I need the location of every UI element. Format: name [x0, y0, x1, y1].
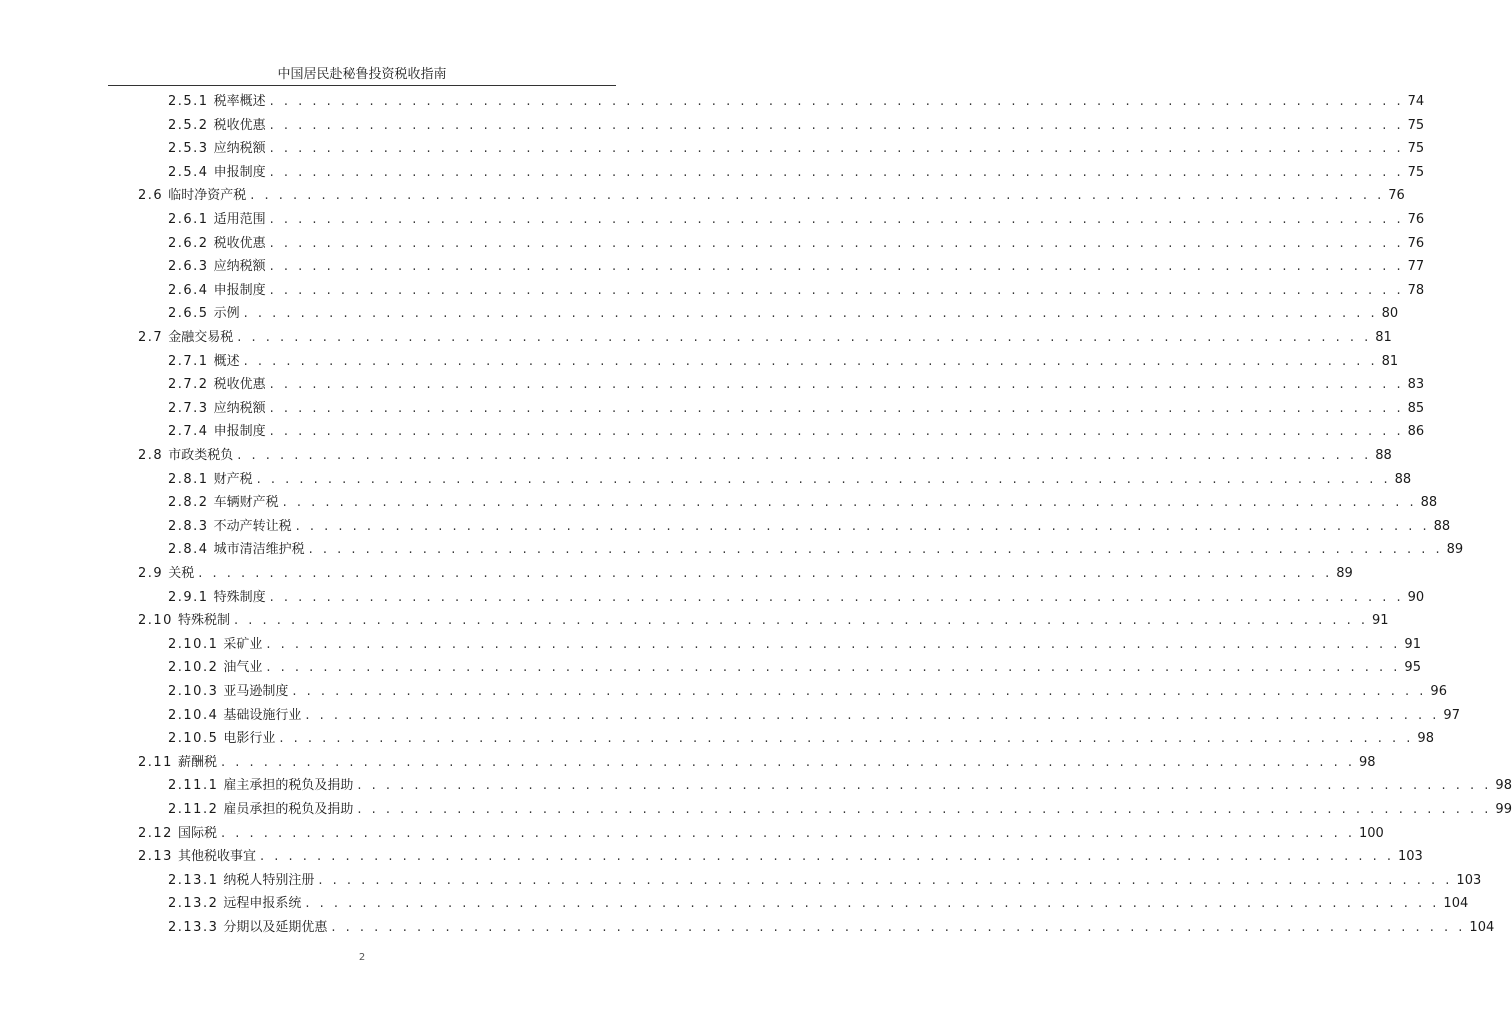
toc-entry-page: 83 [1407, 377, 1425, 393]
toc-entry[interactable] [168, 888, 1469, 912]
toc-entry[interactable] [168, 676, 1447, 699]
toc-entry-title: 申报制度 [213, 164, 266, 180]
toc-entry-page: 90 [1407, 589, 1425, 605]
toc-entry-title: 国际税 [177, 825, 217, 841]
toc-leader-dots: . . . . . . . . . . . . . . . . . . . . . . . . . . . . . . . . . . . . . . . . . . . . . . . . . . . . . . . . . . . . . . . . . . . . . . . . . . . . . . . . [256, 471, 1391, 487]
toc-entry-title: 概述 [213, 353, 240, 369]
toc-entry-title: 申报制度 [213, 282, 266, 298]
toc-entry-page: 74 [1407, 94, 1425, 109]
toc-leader-dots: . . . . . . . . . . . . . . . . . . . . . . . . . . . . . . . . . . . . . . . . . . . . . . . . . . . . . . . . . . . . . . . . . . . . . . . . . . . . . . . . [269, 117, 1404, 133]
toc-entry[interactable] [168, 794, 1512, 817]
toc-entry-page: 76 [1407, 235, 1425, 251]
toc-leader-dots: . . . . . . . . . . . . . . . . . . . . . . . . . . . . . . . . . . . . . . . . . . . . . . . . . . . . . . . . . . . . . . . . . . . . . . . . . . . . . . . . [266, 660, 1401, 676]
toc-entry-number: 2.13.3 [168, 920, 219, 935]
toc-entry[interactable] [138, 747, 1376, 770]
toc-leader-dots: . . . . . . . . . . . . . . . . . . . . . . . . . . . . . . . . . . . . . . . . . . . . . . . . . . . . . . . . . . . . . . . . . . . . . . . . . . . . . . . . [308, 542, 1443, 558]
toc-entry-number: 2.11.2 [168, 802, 219, 817]
toc-entry-title: 车辆财产税 [213, 495, 279, 511]
toc-entry[interactable] [168, 393, 1425, 416]
toc-entry-title: 基础设施行业 [223, 707, 302, 723]
toc-entry-title: 特殊税制 [177, 613, 230, 629]
toc-entry-title: 雇员承担的税负及捐助 [223, 802, 354, 817]
toc-leader-dots: . . . . . . . . . . . . . . . . . . . . . . . . . . . . . . . . . . . . . . . . . . . . . . . . . . . . . . . . . . . . . . . . . . . . . . . . . . . . . . . . [269, 282, 1404, 298]
toc-entry-page: 88 [1420, 495, 1438, 511]
toc-entry-title: 远程申报系统 [223, 896, 302, 912]
toc-leader-dots: . . . . . . . . . . . . . . . . . . . . . . . . . . . . . . . . . . . . . . . . . . . . . . . . . . . . . . . . . . . . . . . . . . . . . . . . . . . . . . . . [331, 920, 1466, 935]
toc-entry-page: 99 [1495, 802, 1512, 817]
toc-entry-number: 2.13 [138, 849, 173, 865]
toc-entry[interactable] [168, 275, 1425, 298]
toc-leader-dots: . . . . . . . . . . . . . . . . . . . . . . . . . . . . . . . . . . . . . . . . . . . . . . . . . . . . . . . . . . . . . . . . . . . . . . . . . . . . . . . . [269, 235, 1404, 251]
toc-entry-number: 2.5.3 [168, 141, 209, 157]
toc-leader-dots: . . . . . . . . . . . . . . . . . . . . . . . . . . . . . . . . . . . . . . . . . . . . . . . . . . . . . . . . . . . . . . . . . . . . . . . . . . . . . . . . [357, 802, 1492, 817]
toc-entry-page: 98 [1359, 754, 1376, 770]
toc-leader-dots: . . . . . . . . . . . . . . . . . . . . . . . . . . . . . . . . . . . . . . . . . . . . . . . . . . . . . . . . . . . . . . . . . . . . . . . . . . . . . . . . [198, 566, 1333, 581]
toc-entry-number: 2.12 [138, 825, 173, 841]
toc-entry-number: 2.5.1 [168, 94, 209, 109]
toc-entry-page: 91 [1404, 636, 1421, 652]
toc-leader-dots: . . . . . . . . . . . . . . . . . . . . . . . . . . . . . . . . . . . . . . . . . . . . . . . . . . . . . . . . . . . . . . . . . . . . . . . . . . . . . . . . [292, 684, 1427, 699]
toc-entry[interactable] [168, 86, 1425, 109]
toc-entry-page: 103 [1398, 849, 1423, 865]
toc-entry-title: 分期以及延期优惠 [223, 920, 328, 935]
toc-entry-title: 亚马逊制度 [223, 684, 289, 699]
toc-entry-title: 其他税收事宜 [177, 849, 256, 865]
toc-entry-title: 财产税 [213, 471, 253, 487]
toc-leader-dots: . . . . . . . . . . . . . . . . . . . . . . . . . . . . . . . . . . . . . . . . . . . . . . . . . . . . . . . . . . . . . . . . . . . . . . . . . . . . . . . . [269, 589, 1404, 605]
toc-entry-number: 2.5.2 [168, 117, 209, 133]
toc-entry-number: 2.8.3 [168, 518, 209, 534]
toc-entry-page: 104 [1469, 920, 1495, 935]
toc-entry-number: 2.7.2 [168, 377, 209, 393]
toc-entry-number: 2.7.3 [168, 400, 209, 416]
toc-entry-number: 2.11 [138, 754, 173, 770]
toc-entry-title: 适用范围 [213, 212, 266, 227]
toc-entry-number: 2.6.1 [168, 212, 209, 227]
toc-entry-page: 103 [1456, 872, 1482, 888]
toc-entry-page: 89 [1446, 542, 1464, 558]
toc-entry-number: 2.5.4 [168, 164, 209, 180]
toc-entry-title: 应纳税额 [213, 141, 266, 157]
toc-leader-dots: . . . . . . . . . . . . . . . . . . . . . . . . . . . . . . . . . . . . . . . . . . . . . . . . . . . . . . . . . . . . . . . . . . . . . . . . . . . . . . . . [266, 636, 1401, 652]
toc-entry-page: 78 [1407, 282, 1425, 298]
toc-leader-dots: . . . . . . . . . . . . . . . . . . . . . . . . . . . . . . . . . . . . . . . . . . . . . . . . . . . . . . . . . . . . . . . . . . . . . . . . . . . . . . . . [269, 164, 1404, 180]
toc-entry[interactable] [168, 369, 1425, 393]
toc-entry[interactable] [168, 228, 1425, 251]
toc-entry-title: 税收优惠 [213, 235, 266, 251]
toc-entry-page: 88 [1375, 448, 1392, 463]
toc-leader-dots: . . . . . . . . . . . . . . . . . . . . . . . . . . . . . . . . . . . . . . . . . . . . . . . . . . . . . . . . . . . . . . . . . . . . . . . . . . . . . . . . [357, 778, 1492, 794]
toc-entry-number: 2.6.4 [168, 282, 209, 298]
toc-entry-title: 不动产转让税 [213, 518, 292, 534]
toc-entry-title: 纳税人特别注册 [223, 872, 315, 888]
toc-entry-number: 2.8.4 [168, 542, 209, 558]
toc-entry-number: 2.13.1 [168, 872, 219, 888]
toc-entry[interactable] [138, 322, 1392, 345]
toc-entry[interactable] [168, 770, 1512, 794]
toc-entry-page: 88 [1394, 471, 1412, 487]
toc-entry-title: 临时净资产税 [168, 188, 247, 204]
toc-entry-number: 2.7 [138, 330, 164, 345]
toc-entry-title: 采矿业 [223, 636, 263, 652]
toc-entry[interactable] [168, 511, 1451, 534]
toc-entry-number: 2.6.2 [168, 235, 209, 251]
toc-entry-page: 85 [1407, 400, 1425, 416]
toc-entry[interactable] [168, 700, 1460, 723]
toc-entry-title: 薪酬税 [177, 754, 217, 770]
toc-entry[interactable] [168, 110, 1425, 133]
page-number: 2 [358, 952, 366, 963]
toc-entry-page: 104 [1443, 896, 1469, 912]
toc-entry-number: 2.9.1 [168, 589, 209, 605]
toc-entry-number: 2.6.3 [168, 259, 209, 275]
toc-entry[interactable] [168, 204, 1425, 227]
toc-entry-title: 金融交易税 [168, 330, 234, 345]
toc-entry[interactable] [168, 298, 1399, 322]
toc-entry-page: 75 [1407, 164, 1425, 180]
toc-leader-dots: . . . . . . . . . . . . . . . . . . . . . . . . . . . . . . . . . . . . . . . . . . . . . . . . . . . . . . . . . . . . . . . . . . . . . . . . . . . . . . . . [220, 754, 1356, 770]
toc-entry[interactable] [168, 487, 1438, 511]
toc-leader-dots: . . . . . . . . . . . . . . . . . . . . . . . . . . . . . . . . . . . . . . . . . . . . . . . . . . . . . . . . . . . . . . . . . . . . . . . . . . . . . . . . [243, 306, 1378, 322]
toc-entry-number: 2.10.2 [168, 660, 219, 676]
toc-entry-title: 特殊制度 [213, 589, 266, 605]
toc-entry[interactable] [168, 133, 1425, 157]
toc-entry-page: 80 [1381, 306, 1399, 322]
toc-entry-number: 2.8.2 [168, 495, 209, 511]
toc-entry-title: 税收优惠 [213, 377, 266, 393]
toc-leader-dots: . . . . . . . . . . . . . . . . . . . . . . . . . . . . . . . . . . . . . . . . . . . . . . . . . . . . . . . . . . . . . . . . . . . . . . . . . . . . . . . . [282, 495, 1417, 511]
running-header: 中国居民赴秘鲁投资税收指南 [108, 68, 616, 86]
toc-entry-page: 76 [1388, 188, 1405, 204]
toc-entry-number: 2.6.5 [168, 306, 209, 322]
toc-leader-dots: . . . . . . . . . . . . . . . . . . . . . . . . . . . . . . . . . . . . . . . . . . . . . . . . . . . . . . . . . . . . . . . . . . . . . . . . . . . . . . . . [233, 613, 1369, 629]
toc-entry-page: 81 [1381, 353, 1399, 369]
toc-entry-page: 86 [1407, 424, 1425, 440]
toc-leader-dots: . . . . . . . . . . . . . . . . . . . . . . . . . . . . . . . . . . . . . . . . . . . . . . . . . . . . . . . . . . . . . . . . . . . . . . . . . . . . . . . . [237, 330, 1372, 345]
toc-entry[interactable] [168, 464, 1412, 487]
toc-leader-dots: . . . . . . . . . . . . . . . . . . . . . . . . . . . . . . . . . . . . . . . . . . . . . . . . . . . . . . . . . . . . . . . . . . . . . . . . . . . . . . . . [318, 872, 1453, 888]
toc-entry-page: 91 [1372, 613, 1389, 629]
toc-entry-title: 雇主承担的税负及捐助 [223, 778, 354, 794]
toc-entry-page: 81 [1375, 330, 1392, 345]
toc-entry[interactable] [168, 629, 1421, 652]
toc-entry-number: 2.10 [138, 613, 173, 629]
toc-entry-number: 2.8 [138, 448, 164, 463]
toc-leader-dots: . . . . . . . . . . . . . . . . . . . . . . . . . . . . . . . . . . . . . . . . . . . . . . . . . . . . . . . . . . . . . . . . . . . . . . . . . . . . . . . . [269, 212, 1404, 227]
toc-leader-dots: . . . . . . . . . . . . . . . . . . . . . . . . . . . . . . . . . . . . . . . . . . . . . . . . . . . . . . . . . . . . . . . . . . . . . . . . . . . . . . . . [295, 518, 1430, 534]
toc-leader-dots: . . . . . . . . . . . . . . . . . . . . . . . . . . . . . . . . . . . . . . . . . . . . . . . . . . . . . . . . . . . . . . . . . . . . . . . . . . . . . . . . [269, 141, 1404, 157]
toc-entry-page: 98 [1495, 778, 1512, 794]
toc-entry-number: 2.8.1 [168, 471, 209, 487]
toc-leader-dots: . . . . . . . . . . . . . . . . . . . . . . . . . . . . . . . . . . . . . . . . . . . . . . . . . . . . . . . . . . . . . . . . . . . . . . . . . . . . . . . . [269, 377, 1404, 393]
toc-entry-number: 2.10.3 [168, 684, 219, 699]
toc-entry[interactable] [168, 723, 1434, 747]
toc-leader-dots: . . . . . . . . . . . . . . . . . . . . . . . . . . . . . . . . . . . . . . . . . . . . . . . . . . . . . . . . . . . . . . . . . . . . . . . . . . . . . . . . [305, 896, 1440, 912]
toc-entry[interactable] [168, 157, 1425, 180]
toc-entry-title: 油气业 [223, 660, 263, 676]
toc-entry-number: 2.7.4 [168, 424, 209, 440]
toc-entry-title: 应纳税额 [213, 259, 266, 275]
toc-entry-title: 税率概述 [213, 94, 266, 109]
toc-leader-dots: . . . . . . . . . . . . . . . . . . . . . . . . . . . . . . . . . . . . . . . . . . . . . . . . . . . . . . . . . . . . . . . . . . . . . . . . . . . . . . . . [269, 400, 1404, 416]
toc-entry-number: 2.6 [138, 188, 164, 204]
toc-leader-dots: . . . . . . . . . . . . . . . . . . . . . . . . . . . . . . . . . . . . . . . . . . . . . . . . . . . . . . . . . . . . . . . . . . . . . . . . . . . . . . . . [279, 731, 1414, 747]
toc-entry-number: 2.13.2 [168, 896, 219, 912]
toc-entry-number: 2.10.4 [168, 707, 219, 723]
toc-entry-page: 88 [1433, 518, 1451, 534]
toc-leader-dots: . . . . . . . . . . . . . . . . . . . . . . . . . . . . . . . . . . . . . . . . . . . . . . . . . . . . . . . . . . . . . . . . . . . . . . . . . . . . . . . . [269, 259, 1404, 275]
toc-entry[interactable] [138, 558, 1353, 581]
toc-entry-title: 城市清洁维护税 [213, 542, 305, 558]
toc-leader-dots: . . . . . . . . . . . . . . . . . . . . . . . . . . . . . . . . . . . . . . . . . . . . . . . . . . . . . . . . . . . . . . . . . . . . . . . . . . . . . . . . [250, 188, 1385, 204]
toc-leader-dots: . . . . . . . . . . . . . . . . . . . . . . . . . . . . . . . . . . . . . . . . . . . . . . . . . . . . . . . . . . . . . . . . . . . . . . . . . . . . . . . . [237, 448, 1372, 463]
toc-entry[interactable] [138, 440, 1392, 463]
toc-entry-title: 申报制度 [213, 424, 266, 440]
toc-entry-page: 77 [1407, 259, 1425, 275]
toc-entry-number: 2.10.1 [168, 636, 219, 652]
toc-entry-page: 96 [1430, 684, 1447, 699]
toc-entry[interactable] [138, 180, 1405, 204]
toc-entry[interactable] [168, 865, 1482, 888]
toc-entry[interactable] [138, 605, 1389, 629]
toc-leader-dots: . . . . . . . . . . . . . . . . . . . . . . . . . . . . . . . . . . . . . . . . . . . . . . . . . . . . . . . . . . . . . . . . . . . . . . . . . . . . . . . . [220, 825, 1356, 841]
toc-entry-title: 税收优惠 [213, 117, 266, 133]
toc-entry-title: 市政类税负 [168, 448, 234, 463]
toc-entry[interactable] [168, 346, 1399, 369]
toc-leader-dots: . . . . . . . . . . . . . . . . . . . . . . . . . . . . . . . . . . . . . . . . . . . . . . . . . . . . . . . . . . . . . . . . . . . . . . . . . . . . . . . . [305, 707, 1440, 723]
toc-entry-number: 2.10.5 [168, 731, 219, 747]
toc-entry-page: 89 [1336, 566, 1353, 581]
toc-entry[interactable] [168, 251, 1425, 275]
toc-entry-title: 示例 [213, 306, 240, 322]
toc-entry-number: 2.9 [138, 566, 164, 581]
toc-entry-page: 97 [1443, 707, 1460, 723]
toc-entry-number: 2.11.1 [168, 778, 219, 794]
toc-entry-title: 电影行业 [223, 731, 276, 747]
toc-entry-page: 75 [1407, 141, 1425, 157]
toc-entry[interactable] [168, 416, 1425, 440]
toc-entry-page: 95 [1404, 660, 1421, 676]
toc-leader-dots: . . . . . . . . . . . . . . . . . . . . . . . . . . . . . . . . . . . . . . . . . . . . . . . . . . . . . . . . . . . . . . . . . . . . . . . . . . . . . . . . [259, 849, 1395, 865]
toc-entry[interactable] [168, 912, 1495, 935]
toc-entry-title: 关税 [168, 566, 195, 581]
toc-entry[interactable] [168, 534, 1464, 558]
toc-entry-number: 2.7.1 [168, 353, 209, 369]
toc-entry[interactable] [168, 582, 1425, 605]
toc-leader-dots: . . . . . . . . . . . . . . . . . . . . . . . . . . . . . . . . . . . . . . . . . . . . . . . . . . . . . . . . . . . . . . . . . . . . . . . . . . . . . . . . [269, 424, 1404, 440]
toc-entry[interactable] [168, 652, 1421, 676]
toc-entry-page: 98 [1417, 731, 1434, 747]
toc-leader-dots: . . . . . . . . . . . . . . . . . . . . . . . . . . . . . . . . . . . . . . . . . . . . . . . . . . . . . . . . . . . . . . . . . . . . . . . . . . . . . . . . [243, 353, 1378, 369]
toc-entry-page: 76 [1407, 212, 1425, 227]
toc-entry[interactable] [138, 841, 1423, 865]
toc-entry-page: 75 [1407, 117, 1425, 133]
toc-leader-dots: . . . . . . . . . . . . . . . . . . . . . . . . . . . . . . . . . . . . . . . . . . . . . . . . . . . . . . . . . . . . . . . . . . . . . . . . . . . . . . . . [269, 94, 1404, 109]
toc-entry-title: 应纳税额 [213, 400, 266, 416]
toc-entry-page: 100 [1359, 825, 1384, 841]
toc-entry[interactable] [138, 818, 1384, 841]
